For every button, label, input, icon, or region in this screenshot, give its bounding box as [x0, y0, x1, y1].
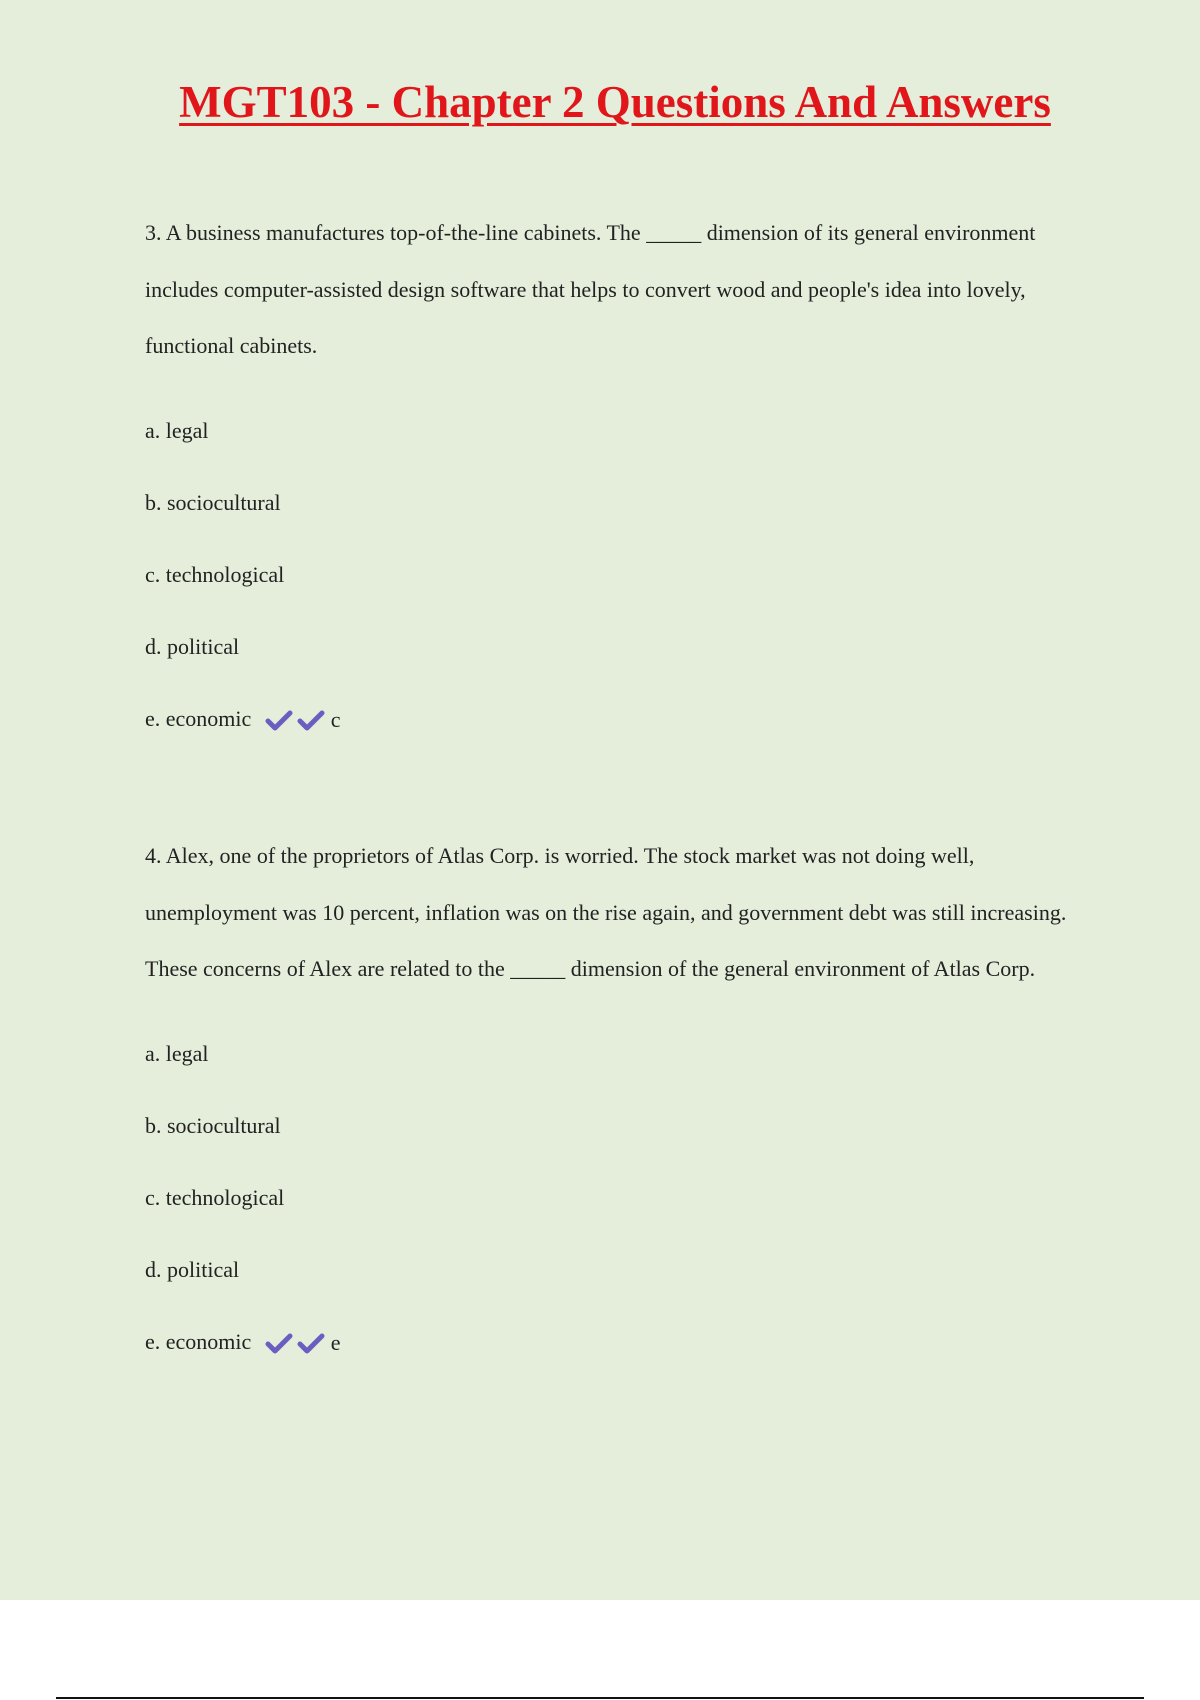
option-d: d. political: [145, 633, 240, 659]
answer-marks: [265, 684, 341, 756]
answer-letter: e: [330, 1330, 341, 1356]
option-list: [145, 1018, 1095, 1378]
option-c: c. technological: [145, 561, 285, 587]
answer-marks: [265, 1307, 341, 1379]
option-a: a. legal: [145, 1040, 209, 1066]
option-c: c. technological: [145, 1184, 285, 1210]
question-text: 4. Alex, one of the proprietors of Atlas Corp. is worried. The stock market was not doing well, unemployment was 10 percent, inflation was on the rise again, and government debt was still increasing. These concerns of Alex are related to the _____ dimension of the general environment of Atlas Corp.: [145, 843, 1067, 981]
question-block: [145, 205, 1095, 755]
check-icon: [297, 1332, 325, 1354]
option-d: d. political: [145, 1256, 240, 1282]
document-title: MGT103 - Chapter 2 Questions And Answers: [179, 77, 1051, 127]
option-e-row: [145, 1306, 1095, 1378]
option-e: e. economic: [145, 1328, 252, 1354]
option-a: a. legal: [145, 417, 209, 443]
check-icon: [265, 1332, 293, 1354]
question-text: 3. A business manufactures top-of-the-line cabinets. The _____ dimension of its general environment includes computer-assisted design software that helps to convert wood and people's idea into lovely, functional cabinets.: [145, 220, 1036, 358]
answer-letter: c: [330, 707, 341, 733]
option-list: [145, 395, 1095, 755]
question-block: [145, 828, 1095, 1378]
footer-divider: [56, 1697, 1144, 1699]
check-icon: [265, 709, 293, 731]
option-e-row: [145, 683, 1095, 755]
option-b: b. sociocultural: [145, 489, 281, 515]
check-icon: [297, 709, 325, 731]
option-b: b. sociocultural: [145, 1112, 281, 1138]
option-e: e. economic: [145, 705, 252, 731]
